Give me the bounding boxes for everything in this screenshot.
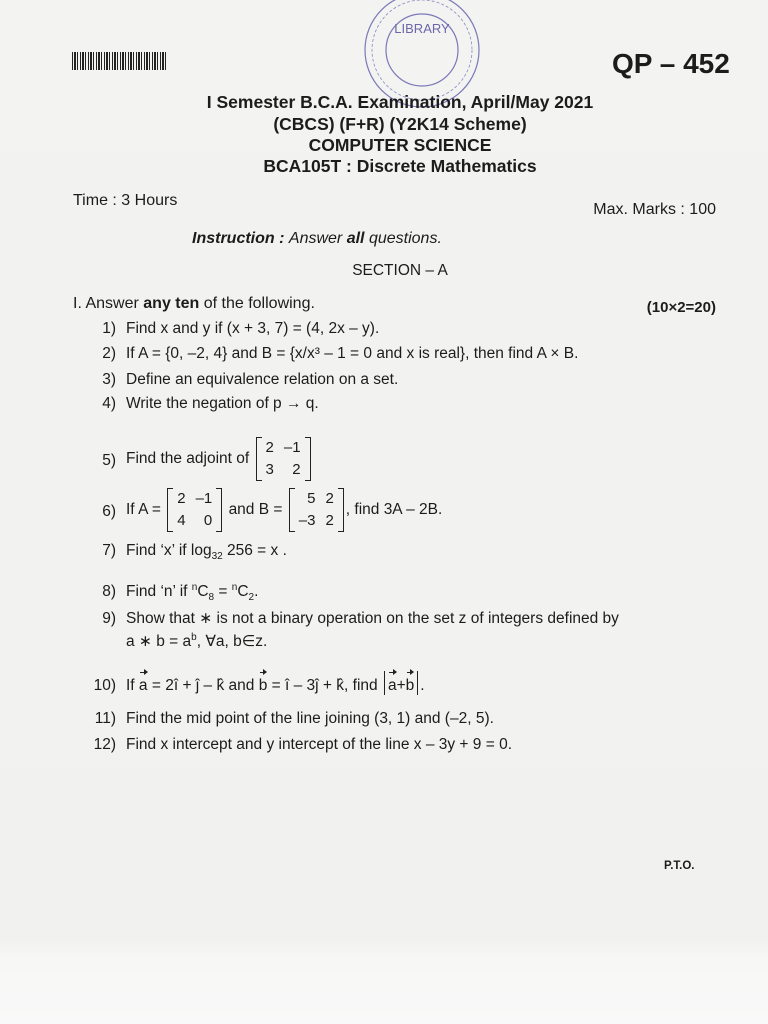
- end: , ∀a, b∈z.: [196, 633, 268, 650]
- plus: +: [396, 677, 406, 694]
- qp-code: QP – 452: [612, 48, 730, 79]
- question-number: 5): [102, 452, 116, 469]
- matrix: 2 –1 3 2: [256, 437, 311, 481]
- stamp-center-text: LIBRARY: [394, 21, 450, 36]
- question-number: 3): [102, 371, 116, 388]
- part-label: I. Answer: [73, 295, 139, 312]
- part-rest: of the following.: [203, 295, 315, 312]
- vector-a: a: [387, 677, 397, 694]
- question-text: If A = {0, –2, 4} and B = {x/x³ – 1 = 0 and x is real}, then find A × B.: [126, 345, 579, 362]
- sup: b: [191, 631, 197, 643]
- scheme-line: (CBCS) (F+R) (Y2K14 Scheme): [273, 114, 527, 134]
- question-list: [70, 0, 750, 800]
- question-text: Show that ∗ is not a binary operation on the set z of integers defined by: [126, 610, 619, 627]
- exam-title: I Semester B.C.A. Examination, April/May 2021: [206, 92, 594, 112]
- question-text-end: , find 3A – 2B.: [345, 501, 443, 519]
- b-expr: = î – 3ĵ + k̂, find: [267, 677, 382, 694]
- subject-line: COMPUTER SCIENCE: [308, 135, 492, 155]
- question-number: 10): [93, 677, 116, 694]
- question-text-end: 256 = x .: [222, 542, 287, 559]
- question-text: Find the mid point of the line joining (3, 1) and (–2, 5).: [126, 710, 494, 727]
- log-base: 32: [211, 551, 223, 563]
- question-number: 8): [102, 583, 116, 600]
- question-number: 7): [102, 542, 116, 559]
- instruction-label: Instruction :: [192, 230, 285, 247]
- question-text: If A =: [126, 501, 161, 519]
- question-text: Find x intercept and y intercept of the line x – 3y + 9 = 0.: [126, 736, 513, 753]
- question-text: Find ‘x’ if log: [126, 542, 212, 559]
- sup: n: [231, 581, 238, 593]
- end: .: [420, 677, 425, 694]
- max-marks: Max. Marks : 100: [593, 201, 716, 218]
- question-text-mid: and B =: [228, 501, 283, 519]
- question-text: Write the negation of p → q.: [126, 395, 319, 412]
- question-text: Find the adjoint of: [126, 450, 250, 468]
- sup: n: [191, 581, 198, 593]
- sub: 8: [208, 592, 215, 604]
- c: C: [237, 583, 249, 600]
- question-number: 1): [102, 320, 116, 337]
- magnitude: [384, 671, 418, 695]
- instruction-text: Answer: [288, 230, 343, 247]
- paper-title: BCA105T : Discrete Mathematics: [263, 156, 537, 176]
- c: C: [197, 583, 209, 600]
- part-bold: any ten: [143, 295, 200, 312]
- instruction-text-end: questions.: [368, 230, 442, 247]
- question-number: 9): [102, 610, 116, 627]
- question-number: 11): [94, 710, 116, 727]
- pto-label: P.T.O.: [664, 860, 695, 872]
- question-number: 6): [102, 503, 116, 520]
- instruction-bold: all: [346, 230, 365, 247]
- question-number: 12): [93, 736, 116, 753]
- part-marks: (10×2=20): [646, 299, 716, 316]
- vector-b: b: [405, 677, 415, 694]
- question-number: 2): [102, 345, 116, 362]
- a-expr: = 2î + ĵ – k̂ and: [147, 677, 259, 694]
- time-label: Time : 3 Hours: [73, 192, 178, 209]
- end: .: [254, 583, 259, 600]
- question-text: If: [126, 677, 139, 694]
- eq: =: [214, 583, 232, 600]
- question-text: Find ‘n’ if: [126, 583, 192, 600]
- section-title: SECTION – A: [352, 262, 448, 279]
- matrix-b: 5 2 –3 2: [289, 488, 344, 532]
- question-text-line2: a ∗ b = a: [126, 633, 192, 650]
- question-number: 4): [102, 395, 116, 412]
- question-text: Define an equivalence relation on a set.: [126, 371, 399, 388]
- question-text: Find x and y if (x + 3, 7) = (4, 2x – y).: [126, 320, 380, 337]
- sub: 2: [248, 592, 255, 604]
- matrix-a: 2 –1 4 0: [167, 488, 222, 532]
- vector-b: b: [258, 677, 268, 694]
- vector-a: a: [138, 677, 148, 694]
